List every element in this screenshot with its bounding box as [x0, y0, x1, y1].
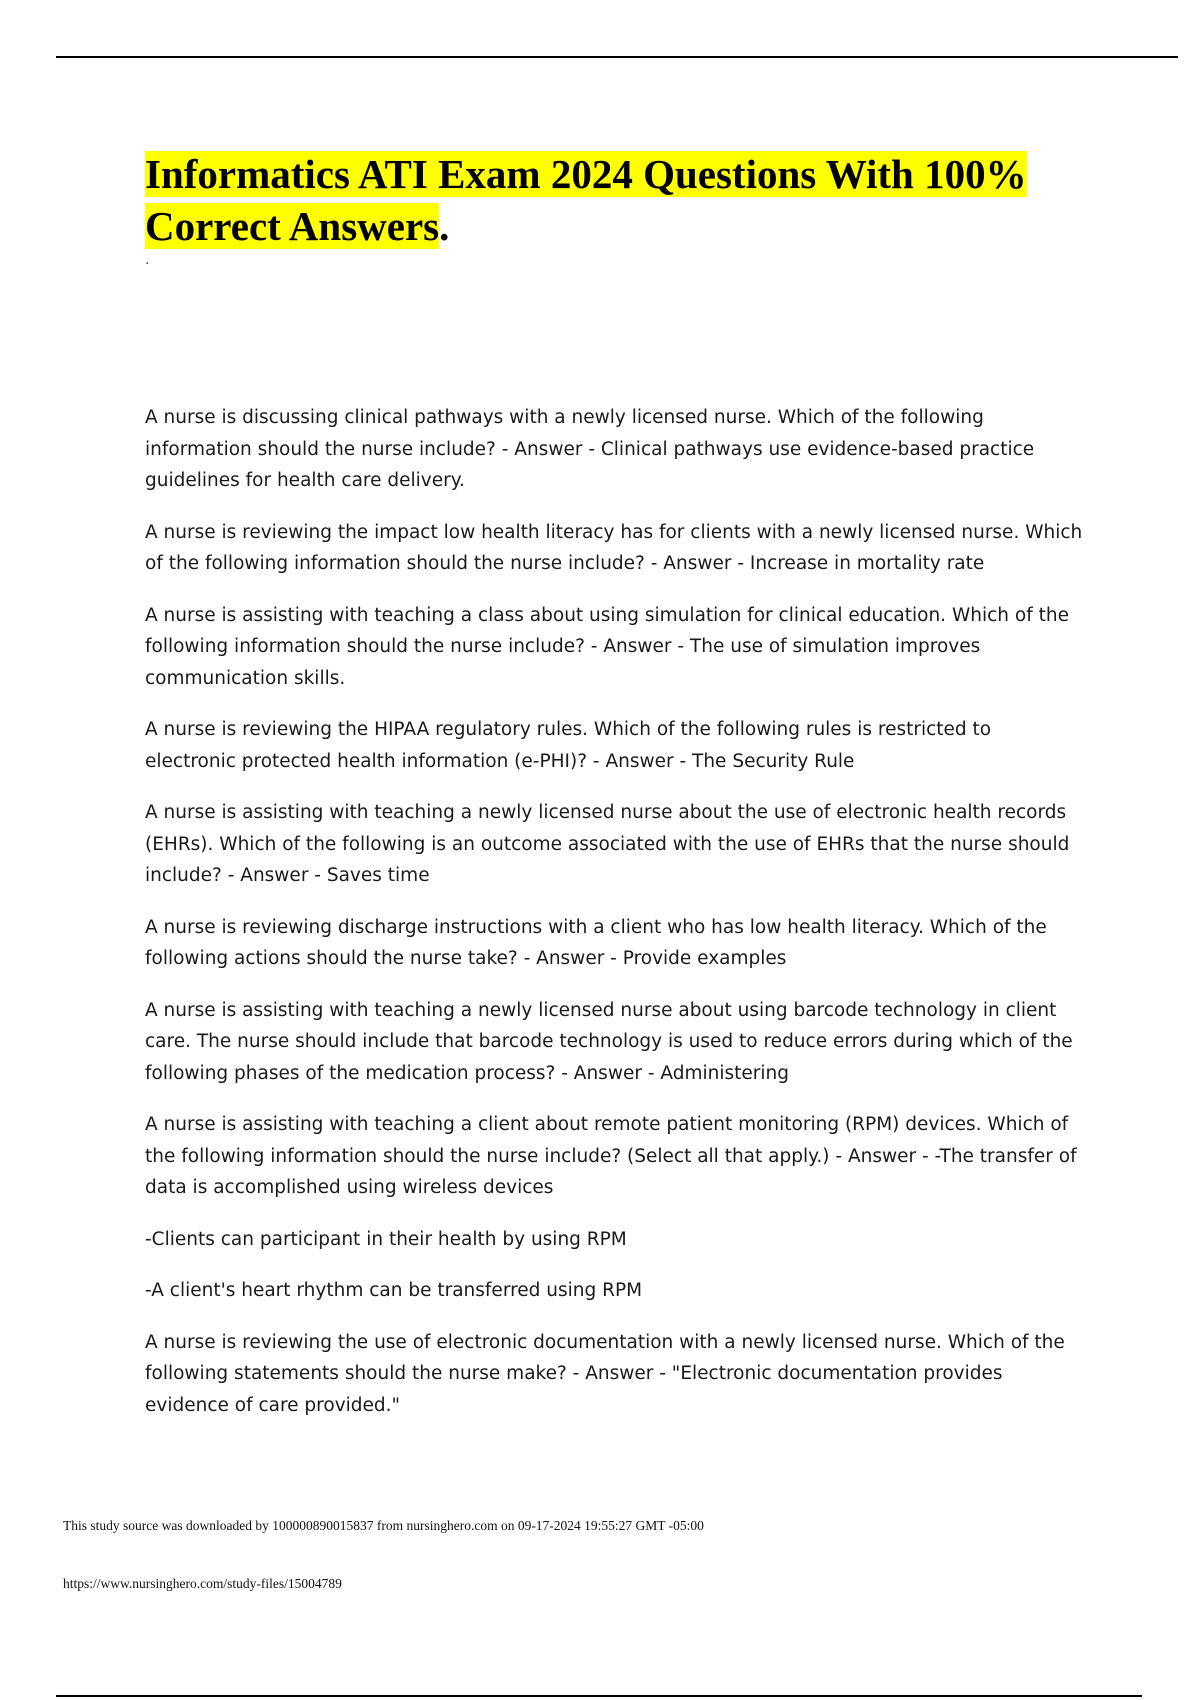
- qa-item: A nurse is reviewing the impact low health literacy has for clients with a newly licensed nurse. Which of the following information should the nurse include? - Answer - Increase in mortality rate: [145, 521, 1083, 574]
- qa-item: A nurse is assisting with teaching a newly licensed nurse about using barcode technology in client care. The nurse should include that barcode technology is used to reduce errors during which of the following phases of the medication process? - Answer - Administering: [145, 999, 1073, 1084]
- footer-rule: [56, 1695, 1142, 1697]
- header-rule: [56, 56, 1178, 58]
- title-period: .: [439, 203, 450, 249]
- qa-item: A nurse is reviewing discharge instructions with a client who has low health literacy. Which of the following actions should the nurse take? - Answer - Provide examples: [145, 916, 1047, 969]
- qa-item: A nurse is discussing clinical pathways with a newly licensed nurse. Which of the following information should the nurse include? - Answer - Clinical pathways use evidence-based practice guidelines for health care delivery.: [145, 407, 1035, 491]
- qa-answer-continuation: -Clients can participant in their health by using RPM: [145, 1228, 627, 1250]
- qa-item: A nurse is reviewing the HIPAA regulatory rules. Which of the following rules is restricted to electronic protected health information (e-PHI)? - Answer - The Security Rule: [145, 719, 992, 772]
- qa-list: [145, 402, 1085, 1441]
- title-highlight: Informatics ATI Exam 2024 Questions With 100% Correct Answers: [145, 151, 1027, 249]
- qa-item: A nurse is assisting with teaching a class about using simulation for clinical education. Which of the following information should the nurse include? - Answer - The use of simulation improves communication skills.: [145, 604, 1069, 689]
- qa-answer-continuation: -A client's heart rhythm can be transferred using RPM: [145, 1280, 643, 1301]
- qa-item: A nurse is assisting with teaching a client about remote patient monitoring (RPM) devices. Which of the following information should the nurse include? (Select all that apply.) - Answer - -The transfer of data is accomplished using wireless devices: [145, 1114, 1077, 1198]
- qa-item: A nurse is reviewing the use of electronic documentation with a newly licensed nurse. Which of the following statements should the nurse make? - Answer - "Electronic documentation provides evidence of care provided.": [145, 1331, 1065, 1416]
- source-url[interactable]: https://www.nursinghero.com/study-files/15004789: [63, 1576, 342, 1591]
- qa-item: A nurse is assisting with teaching a newly licensed nurse about the use of electronic health records (EHRs). Which of the following is an outcome associated with the use of EHRs that the nurse should include? - Answer - Saves time: [145, 802, 1070, 886]
- download-note: This study source was downloaded by 100000890015837 from nursinghero.com on 09-17-2024 19:55:27 GMT -05:00: [63, 1518, 704, 1533]
- title-block: [145, 148, 1045, 252]
- document-title: [145, 148, 1045, 252]
- stray-mark: .: [145, 252, 150, 268]
